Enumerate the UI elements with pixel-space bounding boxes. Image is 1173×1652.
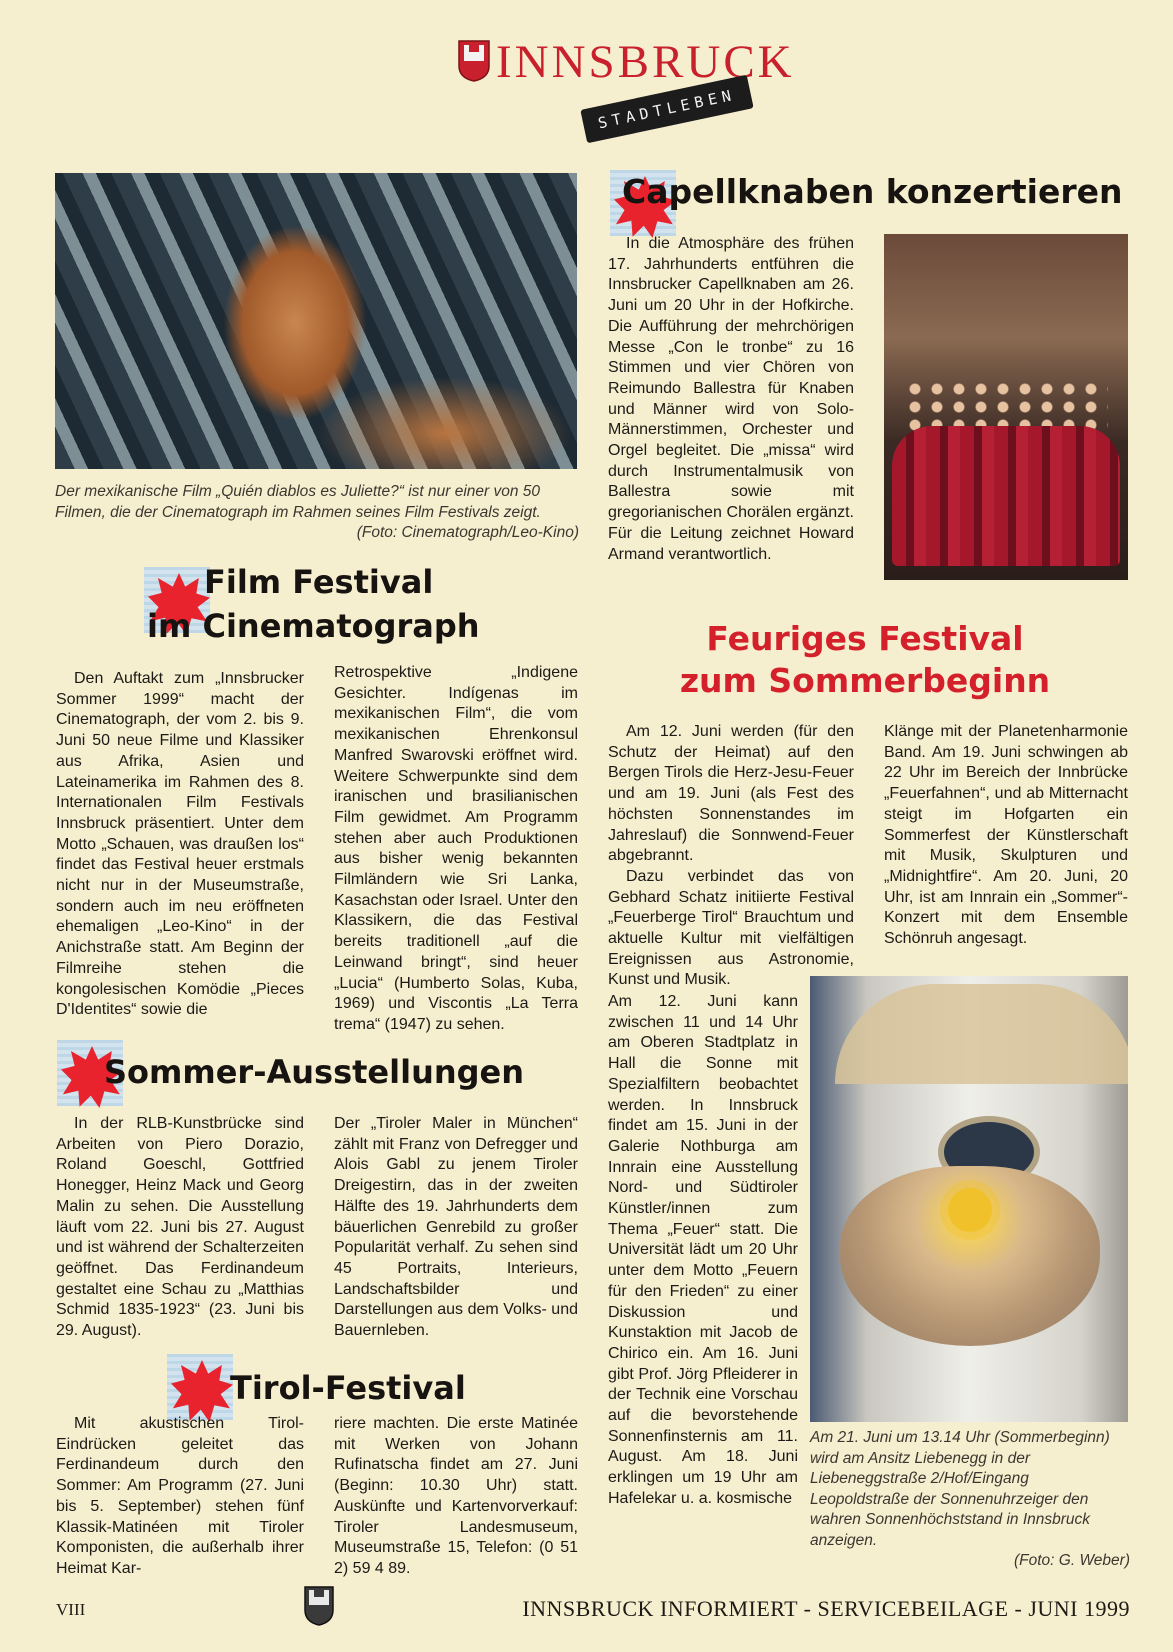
city-crest-icon bbox=[458, 40, 490, 82]
film-article-column-2 bbox=[334, 663, 578, 1036]
sundial-photo-caption bbox=[810, 1428, 1130, 1572]
fire-article-paragraph-3: Am 12. Juni kann zwischen 11 und 14 Uhr am Oberen Stadtplatz in Hall die Sonne mit Spezialfiltern beobachtet werden. In Innsbruck findet am 15. Juni in der Galerie Nothburga am Innrain eine Ausstellung Nord- und Südtiroler Künstler/innen zum Thema „Feuer“ statt. Die Universität lädt um 20 Uhr unter dem Motto „Feuern für den Frieden“ zu einer Diskussion und Kunstaktion mit Jacob de Chirico ein. Am 16. Juni gibt Prof. Jörg Pfleiderer in der Technik eine Vorschau auf die bevorstehende Sonnenfinsternis am 11. August. Am 18. Juni erklingen um 19 Uhr am Hafelekar u. a. kosmische bbox=[608, 993, 798, 1507]
fire-article-column-2 bbox=[884, 722, 1128, 950]
tirol-article-text-1: Mit akustischen Tirol-Eindrücken geleitet das Ferdinandeum durch den Sommer: Am Programm (27. Juni bis 5. September) stehen fünf Klassik-Matinéen mit Tiroler Komponisten, die außerhalb ihrer Heimat Kar- bbox=[56, 1415, 304, 1577]
fire-article-column-1-bottom bbox=[608, 992, 798, 1510]
publication-footer: INNSBRUCK INFORMIERT - SERVICEBEILAGE - JUNI 1999 bbox=[522, 1596, 1130, 1621]
masthead bbox=[440, 30, 795, 133]
sommer-article-text-2: Der „Tiroler Maler in München“ zählt mit Franz von Defregger und Alois Gabl zu jenem Tiroler Dreigestirn, das in der zweiten Hälfte des 19. Jahrhunderts dem bäuerlichen Genrebild zu großer Popularität verhalf. Zu sehen sind 45 Portraits, Interieurs, Landschaftsbilder und Darstellungen aus dem Volks- und Bauernleben. bbox=[334, 1115, 578, 1340]
masthead-title: INNSBRUCK bbox=[496, 36, 795, 88]
film-still-photo bbox=[55, 173, 577, 469]
tirol-headline: Tirol-Festival bbox=[230, 1369, 466, 1407]
film-festival-headline-line2: im Cinematograph bbox=[147, 607, 480, 645]
film-festival-headline-line1: Film Festival bbox=[204, 563, 434, 601]
fire-article-paragraph-2: Dazu verbindet das von Gebhard Schatz initiierte Festival „Feuerberge Tirol“ Brauchtum und aktuelle Kultur mit vielfältigen Ereignissen aus Astronomie, Kunst und Musik. bbox=[608, 867, 854, 989]
page-number: VIII bbox=[56, 1600, 86, 1619]
tirol-article-text-2: riere machten. Die erste Matinée mit Werken von Johann Rufinatscha findet am 27. Juni (Beginn: 10.30 Uhr) statt. Auskünfte und Kartenvorverkauf: Tiroler Landesmuseum, Museumstraße 15, Telefon: (0 51 2) 59 4 89. bbox=[334, 1415, 578, 1577]
film-article-column-1 bbox=[56, 669, 304, 1021]
film-article-text-1: Den Auftakt zum „Innsbrucker Sommer 1999“ macht der Cinematograph, der vom 2. bis 9. Juni 50 neue Filme und Klassiker aus Afrika, Asien und Lateinamerika im Rahmen des 8. Internationalen Film Festivals Innsbruck präsentiert. Unter dem Motto „Schauen, was draußen los“ findet das Festival heuer erstmals nicht nur in der Museumstraße, sondern auch im neu eröffneten ehemaligen „Leo-Kino“ in der Anichstraße statt. Am Beginn der Filmreihe stehen die kongolesischen Komödie „Pieces D'Identites“ sowie die bbox=[56, 670, 304, 1019]
film-article-text-2: Retrospektive „Indigene Gesichter. Indígenas im mexikanischen Film“, die vom mexikanischen Ehrenkonsul Manfred Swarovski eröffnet wird. Weitere Schwerpunkte sind dem iranischen und brasilianischen Film gewidmet. Am Programm stehen aber auch Produktionen aus bisher wenig bekannten Filmländern wie Sri Lanka, Kasachstan oder Israel. Unter den Klassikern, die das Festival bereits traditionell „auf die Leinwand bringt“, sind heuer „Lucia“ (Humberto Solas, Kuba, 1969) und Viscontis „La Terra trema“ (1947) zu sehen. bbox=[334, 664, 578, 1033]
sundial-photo-credit: (Foto: G. Weber) bbox=[1014, 1552, 1130, 1569]
tirol-article-column-2 bbox=[334, 1414, 578, 1580]
sommer-article-column-2 bbox=[334, 1114, 578, 1342]
fire-headline-line2: zum Sommerbeginn bbox=[679, 661, 1051, 700]
fire-article-paragraph-1: Am 12. Juni werden (für den Schutz der Heimat) auf den Bergen Tirols die Herz-Jesu-Feuer und am 19. Juni (als Fest des höchsten Sonnenstandes im Jahreslauf) die Sonnwend-Feuer abgebrannt. bbox=[608, 723, 854, 865]
footer-crest-icon bbox=[304, 1586, 334, 1626]
fire-headline bbox=[600, 618, 1130, 702]
sommer-article-text-1: In der RLB-Kunstbrücke sind Arbeiten von Piero Dorazio, Roland Goeschl, Gottfried Honegger, Heinz Mack und Georg Malin zu sehen. Die Ausstellung läuft vom 22. Juni bis 27. August und ist während der Schalterzeiten geöffnet. Das Ferdinandeum gestaltet eine Schau zu „Matthias Schmid 1835-1923“ (23. Juni bis 29. August). bbox=[56, 1115, 304, 1340]
fire-article-text-right: Klänge mit der Planetenharmonie Band. Am 19. Juni schwingen ab 22 Uhr im Bereich der Innbrücke „Feuerfahnen“, und ab Mitternacht steigt im Hofgarten ein Sommerfest der Künstlerschaft mit Musik, Skulpturen und „Midnightfire“. Am 20. Juni, 20 Uhr, ist am Innrain ein „Sommer“-Konzert mit dem Ensemble Schönruh angesagt. bbox=[884, 723, 1128, 948]
tirol-article-column-1 bbox=[56, 1414, 304, 1580]
sundial-photo bbox=[810, 976, 1128, 1422]
sommer-article-column-1 bbox=[56, 1114, 304, 1342]
capell-article-text: In die Atmosphäre des frühen 17. Jahrhunderts entführen die Innsbrucker Capellknaben am 26. Juni um 20 Uhr in der Hofkirche. Die Aufführung der mehrchörigen Messe „Con le tronbe“ zu 16 Stimmen und vier Chören von Reimundo Ballestra für Knaben und Männer wird von Solo-Männerstimmen, Orchester und Orgel begleitet. Die „missa“ wird durch Instrumentalmusik von Ballestra sowie mit gregorianischen Chorälen ergänzt. Für die Leitung zeichnet Howard Armand verantwortlich. bbox=[608, 235, 854, 563]
choir-photo bbox=[884, 234, 1128, 580]
capell-article-column bbox=[608, 234, 854, 565]
fire-article-column-1-top bbox=[608, 722, 854, 991]
film-photo-credit: (Foto: Cinematograph/Leo-Kino) bbox=[356, 524, 579, 541]
sundial-caption-text: Am 21. Juni um 13.14 Uhr (Sommerbeginn) wird am Ansitz Liebenegg in der Liebeneggstraße 2/Hof/Eingang Leopoldstraße der Sonnenuhrzeiger den wahren Sonnenhöchststand in Innsbruck anzeigen. bbox=[810, 1429, 1110, 1549]
film-photo-caption bbox=[55, 482, 579, 544]
capell-headline: Capellknaben konzertieren bbox=[622, 172, 1123, 211]
fire-headline-line1: Feuriges Festival bbox=[706, 619, 1024, 658]
masthead-subtitle: STADTLEBEN bbox=[596, 85, 738, 133]
film-caption-text: Der mexikanische Film „Quién diablos es Juliette?“ ist nur einer von 50 Filmen, die der Cinematograph im Rahmen seines Film Festivals zeigt. bbox=[55, 483, 541, 521]
sommer-headline: Sommer-Ausstellungen bbox=[104, 1053, 525, 1091]
